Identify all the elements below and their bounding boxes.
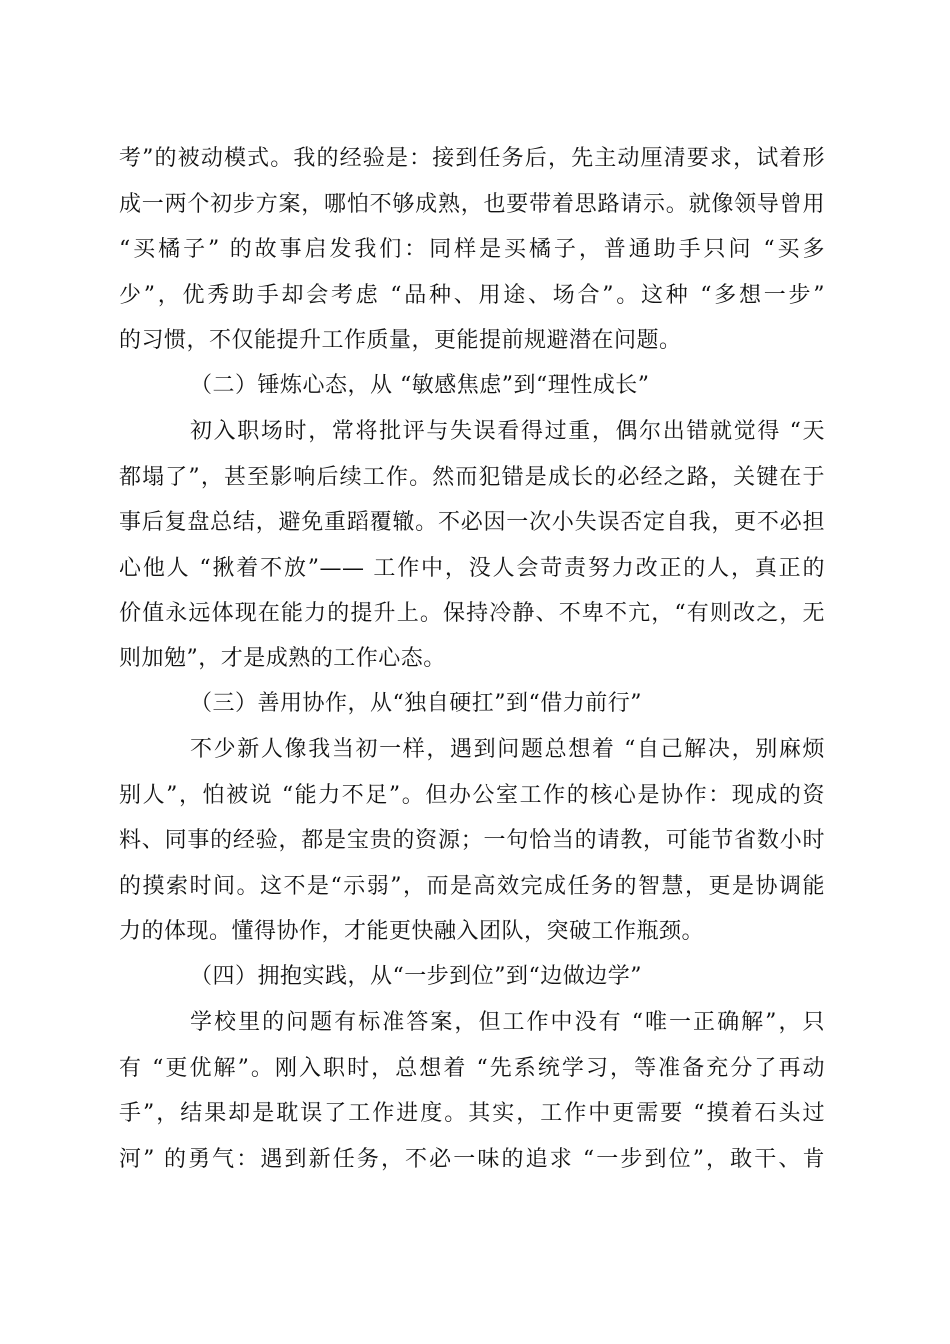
paragraph-line: 学校里的问题有标准答案，但工作中没有 “唯一正确解”，只: [190, 1010, 825, 1035]
paragraph-line: 事后复盘总结，避免重蹈覆辙。不必因一次小失误否定自我，更不必担: [119, 510, 825, 535]
paragraph-line: 心他人 “揪着不放”—— 工作中，没人会苛责努力改正的人，真正的: [119, 556, 825, 581]
paragraph-line: 少”，优秀助手却会考虑 “品种、用途、场合”。这种 “多想一步”: [119, 283, 825, 308]
paragraph-line: 手”，结果却是耽误了工作进度。其实，工作中更需要 “摸着石头过: [119, 1101, 825, 1126]
paragraph-line: 初入职场时，常将批评与失误看得过重，偶尔出错就觉得 “天: [190, 419, 825, 444]
paragraph-line: 别人”，怕被说 “能力不足”。但办公室工作的核心是协作：现成的资: [119, 783, 825, 808]
paragraph-line: “买橘子” 的故事启发我们：同样是买橘子，普通助手只问 “买多: [119, 237, 825, 262]
paragraph-line: 有 “更优解”。刚入职时，总想着 “先系统学习，等准备充分了再动: [119, 1056, 825, 1081]
paragraph-line: 河” 的勇气：遇到新任务，不必一味的追求 “一步到位”，敢干、肯: [119, 1147, 825, 1172]
paragraph-line: 则加勉”，才是成熟的工作心态。: [119, 646, 446, 671]
paragraph-line: 价值永远体现在能力的提升上。保持冷静、不卑不亢，“有则改之，无: [119, 601, 825, 626]
section-heading-3: （三）善用协作，从“独自硬扛”到“借力前行”: [190, 691, 642, 716]
paragraph-line: 不少新人像我当初一样，遇到问题总想着 “自己解决，别麻烦: [190, 737, 825, 762]
section-heading-2: （二）锤炼心态，从 “敏感焦虑”到“理性成长”: [190, 373, 650, 398]
paragraph-line: 考”的被动模式。我的经验是：接到任务后，先主动厘清要求，试着形: [119, 146, 825, 171]
paragraph-line: 成一两个初步方案，哪怕不够成熟，也要带着思路请示。就像领导曾用: [119, 192, 825, 217]
paragraph-line: 的习惯，不仅能提升工作质量，更能提前规避潜在问题。: [119, 328, 682, 353]
paragraph-line: 都塌了”，甚至影响后续工作。然而犯错是成长的必经之路，关键在于: [119, 465, 825, 490]
section-heading-4: （四）拥抱实践，从“一步到位”到“边做边学”: [190, 964, 642, 989]
paragraph-line: 的摸索时间。这不是“示弱”，而是高效完成任务的智慧，更是协调能: [119, 874, 825, 899]
paragraph-line: 力的体现。懂得协作，才能更快融入团队，突破工作瓶颈。: [119, 919, 705, 944]
paragraph-line: 料、同事的经验，都是宝贵的资源；一句恰当的请教，可能节省数小时: [119, 828, 825, 853]
